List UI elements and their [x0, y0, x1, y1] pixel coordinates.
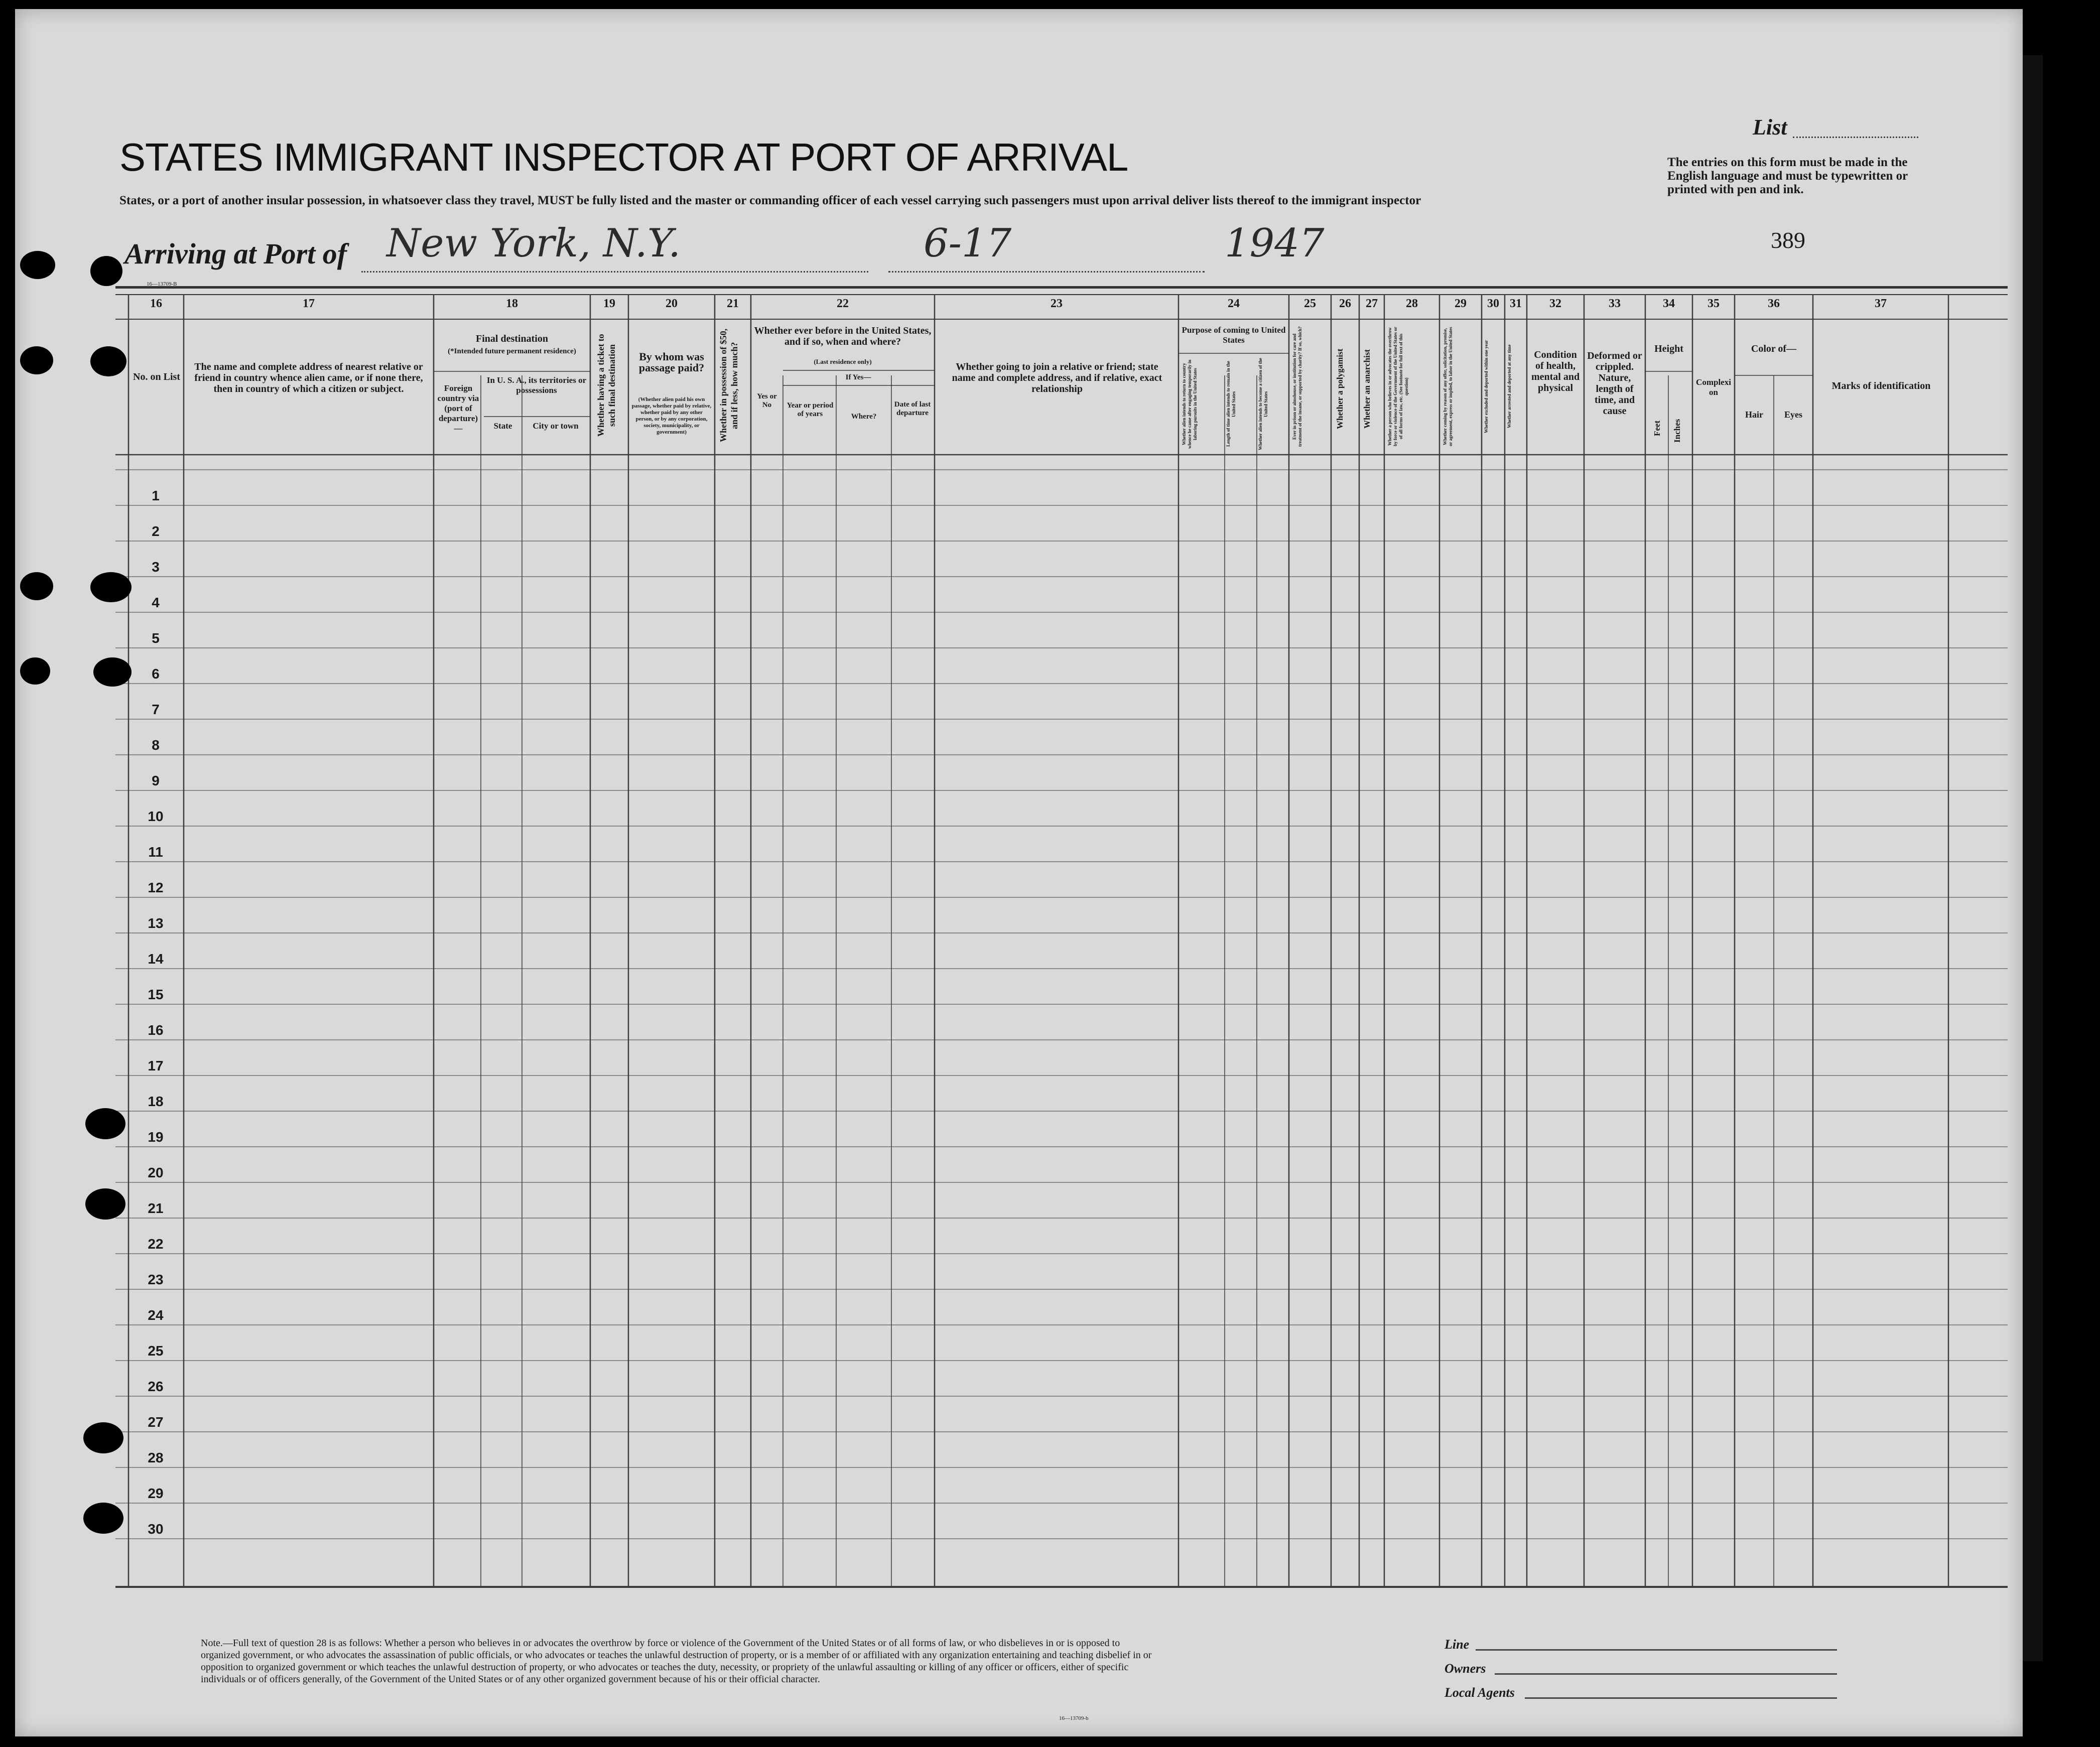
header-22-note: (Last residence only): [814, 358, 872, 365]
row-number: 1: [152, 488, 160, 503]
row-number: 6: [152, 666, 160, 682]
header-30: Whether excluded and deported within one year: [1484, 340, 1489, 433]
header-18: Final destination: [476, 333, 548, 344]
punch-hole: [85, 1188, 125, 1220]
list-number-line: [1793, 137, 1918, 138]
row-number: 3: [152, 559, 160, 575]
colnum-18: 18: [506, 297, 518, 310]
colnum-17: 17: [303, 297, 315, 310]
punch-hole: [20, 251, 55, 279]
punch-hole: [93, 657, 132, 687]
row-number: 14: [148, 951, 164, 967]
row-number: 9: [152, 773, 160, 788]
row-number: 19: [148, 1129, 164, 1145]
footer-form-code: 16—13709-b: [1059, 1715, 1089, 1721]
row-number: 4: [152, 595, 160, 610]
header-22: Whether ever before in the United States, and if so, when and where?: [754, 325, 932, 347]
colnum-19: 19: [603, 297, 615, 310]
list-page-number: 389: [1771, 227, 1805, 253]
colnum-27: 27: [1366, 297, 1378, 310]
row-number: 21: [148, 1200, 164, 1216]
line-label: Line: [1445, 1637, 1470, 1652]
date-line: [888, 271, 1205, 273]
colnum-29: 29: [1455, 297, 1467, 310]
colnum-16: 16: [150, 297, 162, 310]
colnum-34: 34: [1663, 297, 1675, 310]
header-33: Deformed or crippled. Nature, length of time, and cause: [1587, 350, 1642, 417]
header-29: Whether coming by reason of any offer, solicitation, promise, or agreement, express or implied, to labor in the United States: [1442, 327, 1453, 446]
colnum-37: 37: [1875, 297, 1887, 310]
row-number: 15: [148, 987, 164, 1002]
header-36-hair: Hair: [1745, 410, 1763, 420]
port-value: New York, N.Y.: [386, 221, 681, 266]
footnote-question-28: Note.—Full text of question 28 is as follows: Whether a person who believes in or advocates the overthrow by force or violence of the Government of the United States or of all forms of law, or who disbelieves in or is opposed to organized government, or who advocates the assassination of public officials, or who advocates or teaches the unlawful destruction of property, or is a member of or affiliated with any organization entertaining and teaching disbelief in or opposition to organized government or which teaches the unlawful destruction of property, or who advocates or teaches the duty, necessity, or propriety of the unlawful assaulting or killing of any officer or officers, either of specific individuals or of officers generally, of the Government of the United States or of any other organized government because of his or their official character.: [201, 1638, 1152, 1685]
owners-signature-field[interactable]: [1495, 1673, 1837, 1675]
header-22-date: Date of last departure: [894, 400, 931, 417]
header-34: Height: [1654, 343, 1683, 354]
header-18-state: State: [493, 421, 512, 431]
header-22-if-yes: If Yes—: [845, 373, 871, 381]
punch-hole: [20, 572, 53, 600]
colnum-22: 22: [837, 297, 849, 310]
colnum-35: 35: [1708, 297, 1720, 310]
form-subtitle: States, or a port of another insular possession, in whatsoever class they travel, MUST be fully listed and the master or commanding officer of each vessel carrying such passengers must upon arrival deliver lists thereof to the immigrant inspector: [119, 194, 1421, 207]
header-24-a: Whether alien intends to return to country whence he came after engaging temporarily in laboring pursuits in the United States: [1182, 359, 1198, 449]
punch-hole: [90, 572, 132, 602]
colnum-36: 36: [1768, 297, 1780, 310]
row-number: 24: [148, 1307, 164, 1323]
row-number: 7: [152, 702, 160, 717]
list-label: List: [1753, 115, 1787, 140]
form-code: 16—13709-B: [147, 281, 177, 287]
header-18-note: (*Intended future permanent residence): [448, 347, 576, 355]
header-34-feet: Feet: [1652, 420, 1662, 436]
colnum-33: 33: [1609, 297, 1621, 310]
row-number: 2: [152, 523, 160, 539]
agents-signature-field[interactable]: [1525, 1697, 1837, 1699]
header-22-where: Where?: [851, 413, 877, 421]
punch-hole: [83, 1503, 123, 1534]
header-32: Condition of health, mental and physical: [1531, 349, 1580, 393]
row-number: 25: [148, 1343, 164, 1359]
punch-hole: [85, 1108, 125, 1139]
header-31: Whether arrested and deported at any time: [1507, 344, 1512, 429]
colnum-28: 28: [1406, 297, 1418, 310]
header-21: Whether in possession of $50, and if less, how much?: [718, 328, 739, 443]
row-number: 12: [148, 880, 164, 895]
owners-label: Owners: [1445, 1661, 1486, 1676]
colnum-31: 31: [1510, 297, 1522, 310]
punch-hole: [20, 657, 50, 685]
header-17: The name and complete address of nearest relative or friend in country whence alien came, or if none there, then in country of which a citizen or subject.: [194, 361, 423, 394]
header-26: Whether a polygamist: [1335, 348, 1345, 430]
header-20: By whom was passage paid?: [638, 350, 705, 374]
row-number: 22: [148, 1236, 164, 1252]
row-number: 26: [148, 1379, 164, 1394]
row-number: 18: [148, 1094, 164, 1109]
header-20-note: (Whether alien paid his own passage, whether paid by relative, whether paid by any other person, or by any corporation, society, municipality, or government): [631, 396, 712, 435]
arriving-label: Arriving at Port of: [124, 237, 347, 270]
colnum-32: 32: [1549, 297, 1561, 310]
header-37: Marks of identification: [1831, 380, 1931, 391]
colnum-23: 23: [1051, 297, 1063, 310]
header-24: Purpose of coming to United States: [1182, 325, 1286, 345]
header-36-eyes: Eyes: [1784, 410, 1802, 420]
row-number: 11: [148, 844, 163, 860]
punch-hole: [90, 256, 122, 286]
colnum-30: 30: [1487, 297, 1499, 310]
year-value: 1947: [1225, 221, 1325, 266]
colnum-26: 26: [1339, 297, 1351, 310]
header-36: Color of—: [1751, 343, 1797, 354]
header-27: Whether an anarchist: [1362, 349, 1372, 429]
header-18-foreign: Foreign country via (port of departure)—: [437, 383, 479, 433]
header-16: No. on List: [133, 371, 180, 382]
row-number: 23: [148, 1272, 164, 1287]
header-24-c: Whether alien intends to become a citizen of the United States: [1258, 358, 1268, 450]
header-24-b: Length of time alien intends to remain in the United States: [1226, 361, 1236, 447]
port-line: [361, 271, 868, 273]
header-18-city: City or town: [533, 421, 579, 431]
row-number: 20: [148, 1165, 164, 1180]
scan-border-strip: [2023, 55, 2043, 1661]
header-22-yes-no: Yes or No: [757, 392, 777, 409]
row-number: 30: [148, 1521, 164, 1537]
row-number: 28: [148, 1450, 164, 1465]
header-23: Whether going to join a relative or friend; state name and complete address, and if relative, exact relationship: [952, 361, 1162, 394]
header-19: Whether having a ticket to such final destination: [596, 334, 617, 437]
form-title: STATES IMMIGRANT INSPECTOR AT PORT OF ARRIVAL: [119, 135, 1128, 179]
header-35: Complexion: [1696, 377, 1731, 397]
row-number: 16: [148, 1022, 164, 1038]
header-18-usa: In U. S. A., its territories or possessions: [486, 375, 587, 395]
header-rule-thin: [115, 294, 2008, 295]
punch-hole: [20, 346, 53, 374]
row-number: 17: [148, 1058, 164, 1073]
punch-hole: [83, 1422, 123, 1453]
header-34-inches: Inches: [1672, 419, 1682, 443]
header-22-year: Year or period of years: [786, 401, 834, 418]
header-28: Whether a person who believes in or advocates the overthrow by force or violence of the Government of the United States or of all forms of law, etc. (See footnote for full text of this question): [1387, 327, 1409, 446]
colnum-21: 21: [727, 297, 739, 310]
colnum-25: 25: [1304, 297, 1316, 310]
row-number: 29: [148, 1486, 164, 1501]
header-25: Ever in prison or almshouse, or institution for care and treatment of the insane, or supported by charity? If so, which?: [1292, 326, 1302, 447]
row-number: 27: [148, 1414, 164, 1430]
row-number: 10: [148, 809, 164, 824]
english-language-note: The entries on this form must be made in the English language and must be typewritten or printed with pen and ink.: [1667, 156, 1908, 196]
agents-label: Local Agents: [1445, 1685, 1515, 1700]
colnum-20: 20: [666, 297, 678, 310]
line-signature-field[interactable]: [1476, 1649, 1837, 1651]
row-number: 13: [148, 915, 164, 931]
header-rule: [115, 286, 2008, 289]
punch-hole: [90, 346, 126, 376]
colnum-24: 24: [1228, 297, 1240, 310]
row-number: 8: [152, 737, 160, 753]
row-number: 5: [152, 630, 160, 646]
date-value: 6-17: [924, 221, 1012, 266]
